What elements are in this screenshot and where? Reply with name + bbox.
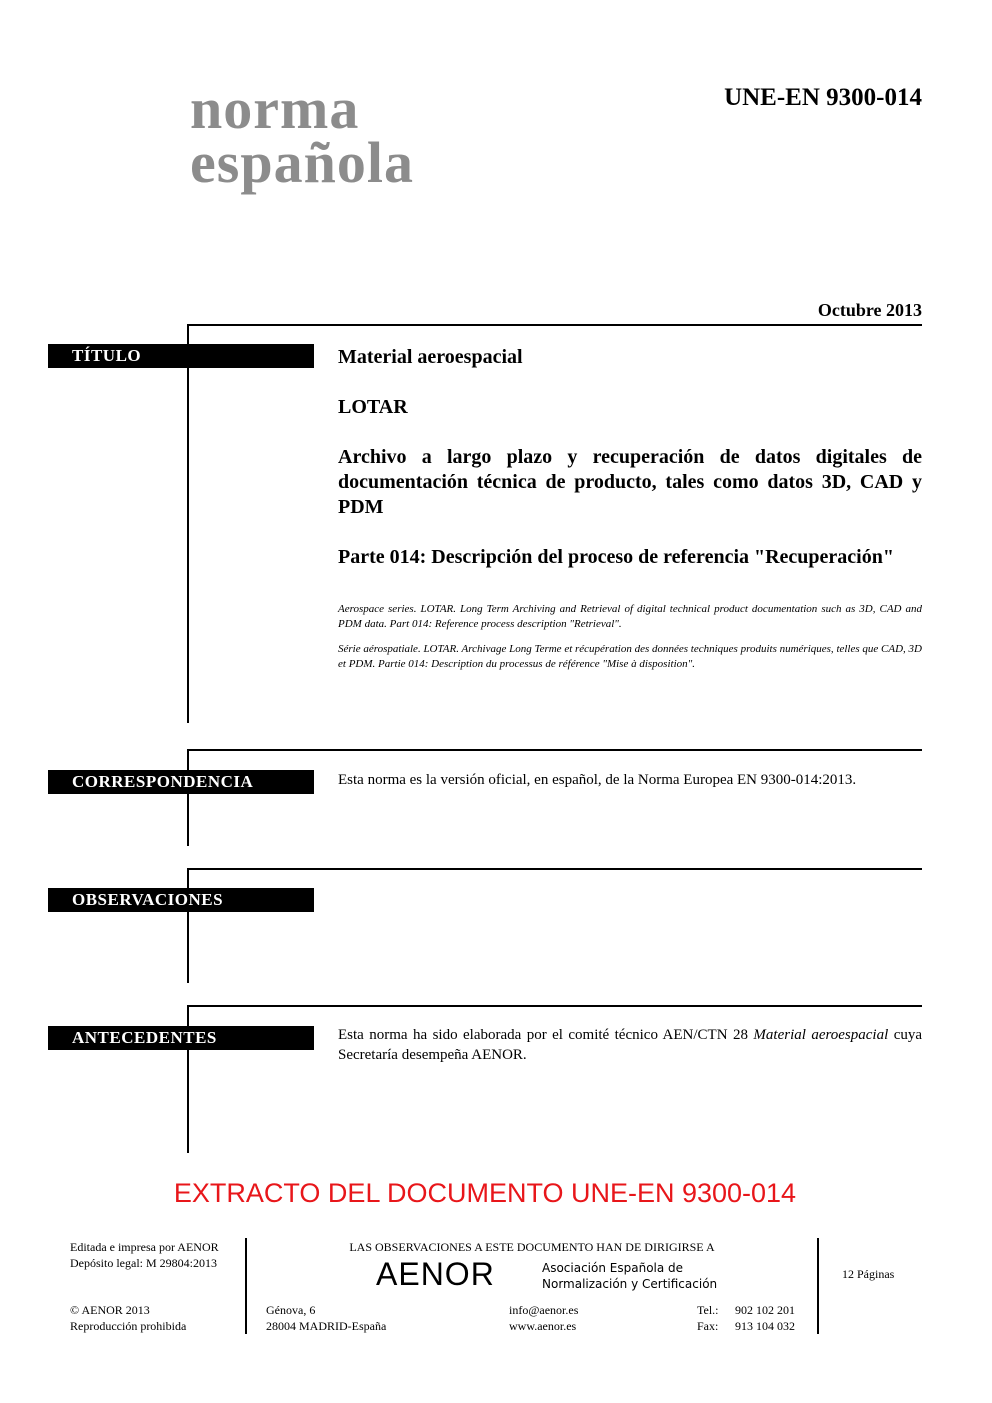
footer-pages: 12 Páginas: [842, 1267, 895, 1281]
footer-tel-label: Tel.:: [697, 1303, 719, 1317]
aenor-logo: [376, 1256, 495, 1293]
antecedentes-text-a: Esta norma ha sido elaborada por el comité técnico AEN/CTN 28: [338, 1027, 754, 1043]
antecedentes-text: [338, 1025, 922, 1065]
section-label-titulo: TÍTULO: [48, 344, 314, 368]
brand-title: [190, 76, 414, 195]
footer-address-1: Génova, 6: [266, 1303, 316, 1317]
standard-code: UNE-EN 9300-014: [724, 84, 922, 111]
title-line-4: Parte 014: Descripción del proceso de referencia "Recuperación": [338, 546, 894, 568]
antecedentes-text-italic: Material aeroespacial: [753, 1027, 889, 1043]
footer-divider-left: [245, 1238, 247, 1334]
footer-reproduction: Reproducción prohibida: [70, 1319, 187, 1333]
footer-divider-right: [817, 1238, 819, 1334]
section-divider-titulo: [188, 324, 922, 326]
footer-tel: 902 102 201: [735, 1303, 795, 1317]
title-french: Série aérospatiale. LOTAR. Archivage Long Terme et récupération des données techniques produits numériques, telles que CAD, 3D et PDM. Partie 014: Description du processus de référence "Mise à disposition".: [338, 643, 922, 670]
footer-fax-label: Fax:: [697, 1319, 719, 1333]
extract-banner: EXTRACTO DEL DOCUMENTO UNE-EN 9300-014: [173, 1178, 797, 1208]
section-content-titulo: [338, 345, 922, 672]
aenor-logo-subtitle: [542, 1260, 717, 1292]
section-label-correspondencia: CORRESPONDENCIA: [48, 770, 314, 794]
section-divider-correspondencia: [188, 749, 922, 751]
footer-copyright: © AENOR 2013: [70, 1303, 150, 1317]
footer-address-2: 28004 MADRID-España: [266, 1319, 387, 1333]
brand-line-1: norma: [190, 76, 360, 141]
publication-date: Octubre 2013: [817, 300, 922, 320]
aenor-logo-word: AENOR: [376, 1256, 495, 1292]
section-content-antecedentes: [338, 1025, 922, 1065]
footer-deposit: Depósito legal: M 29804:2013: [70, 1256, 217, 1270]
title-line-2: LOTAR: [338, 396, 408, 418]
aenor-sub-line-1: Asociación Española de: [542, 1261, 684, 1275]
section-label-observaciones: OBSERVACIONES: [48, 888, 314, 912]
footer-fax: 913 104 032: [735, 1319, 795, 1333]
title-line-3: Archivo a largo plazo y recuperación de datos digitales de documentación técnica de producto, tales como datos 3D, CAD y PDM: [338, 446, 922, 518]
section-divider-antecedentes: [188, 1005, 922, 1007]
title-english: Aerospace series. LOTAR. Long Term Archiving and Retrieval of digital technical product documentation such as 3D, CAD and PDM data. Part 014: Reference process description "Retrieval".: [338, 603, 922, 630]
antecedentes-text-b: cuya Secretaría desempeña AENOR.: [338, 1027, 923, 1063]
footer-observations: LAS OBSERVACIONES A ESTE DOCUMENTO HAN DE DIRIGIRSE A: [349, 1240, 715, 1254]
title-line-1: Material aeroespacial: [338, 346, 523, 368]
footer-phone-numbers: [735, 1302, 795, 1334]
aenor-sub-line-2: Normalización y Certificación: [542, 1277, 718, 1291]
section-vline-observaciones: [187, 868, 189, 983]
brand-line-2: española: [190, 130, 414, 195]
footer-contact-online: [509, 1302, 578, 1334]
section-divider-observaciones: [188, 868, 922, 870]
footer-phone-labels: [697, 1302, 719, 1334]
section-vline-correspondencia: [187, 749, 189, 846]
footer-address: [266, 1302, 386, 1334]
section-vline-titulo: [187, 324, 189, 723]
footer-edited-block: [70, 1239, 219, 1271]
footer-web: www.aenor.es: [509, 1319, 577, 1333]
footer-edited: Editada e impresa por AENOR: [70, 1240, 219, 1254]
footer-copyright-block: [70, 1302, 186, 1334]
correspondencia-text: Esta norma es la versión oficial, en español, de la Norma Europea EN 9300-014:2013.: [338, 772, 857, 788]
footer-email: info@aenor.es: [509, 1303, 579, 1317]
section-label-antecedentes: ANTECEDENTES: [48, 1026, 314, 1050]
section-content-correspondencia: [338, 770, 922, 790]
